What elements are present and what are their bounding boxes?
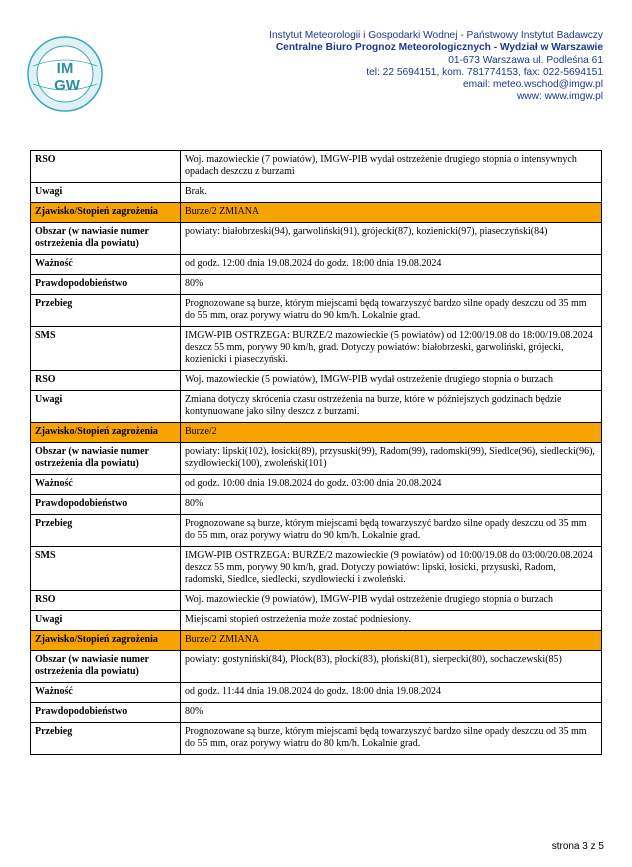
row-value: Burze/2 xyxy=(181,423,602,443)
row-value: Prognozowane są burze, którym miejscami będą towarzyszyć bardzo silne opady deszczu od 35 mm do 55 mm, oraz porywy wiatru do 90 km/h. Lokalnie grad. xyxy=(181,515,602,547)
row-value: Woj. mazowieckie (7 powiatów), IMGW-PIB wydał ostrzeżenie drugiego stopnia o intensywnych opadach deszczu z burzami xyxy=(181,151,602,183)
table-row xyxy=(31,255,602,275)
row-value: 80% xyxy=(181,495,602,515)
row-value: Miejscami stopień ostrzeżenia może zostać podniesiony. xyxy=(181,611,602,631)
row-label: Przebieg xyxy=(31,723,181,755)
row-label: Zjawisko/Stopień zagrożenia xyxy=(31,423,181,443)
table-row xyxy=(31,295,602,327)
table-row xyxy=(31,703,602,723)
row-value: od godz. 11:44 dnia 19.08.2024 do godz. 18:00 dnia 19.08.2024 xyxy=(181,683,602,703)
row-label: RSO xyxy=(31,371,181,391)
header-website: www: www.imgw.pl xyxy=(516,91,603,103)
row-label: Ważność xyxy=(31,475,181,495)
institute-header xyxy=(269,30,603,104)
row-value: powiaty: białobrzeski(94), garwoliński(91), grójecki(87), kozienicki(97), piaseczyński(84) xyxy=(181,223,602,255)
row-value: Prognozowane są burze, którym miejscami będą towarzyszyć bardzo silne opady deszczu od 35 mm do 55 mm, oraz porywy wiatru do 80 km/h. Lokalnie grad. xyxy=(181,723,602,755)
row-value: Zmiana dotyczy skrócenia czasu ostrzeżenia na burze, które w późniejszych godzinach będzie kontynuowane jako silny deszcz z burzami. xyxy=(181,391,602,423)
header-institute-name: Instytut Meteorologii i Gospodarki Wodnej - Państwowy Instytut Badawczy xyxy=(269,30,603,41)
table-row xyxy=(31,495,602,515)
table-row xyxy=(31,391,602,423)
table-row xyxy=(31,151,602,183)
table-row xyxy=(31,203,602,223)
row-label: Ważność xyxy=(31,255,181,275)
logo-text-bottom: GW xyxy=(54,77,80,94)
page-number: strona 3 z 5 xyxy=(551,841,604,852)
row-label: Uwagi xyxy=(31,183,181,203)
imgw-logo xyxy=(27,36,103,112)
row-value: od godz. 10:00 dnia 19.08.2024 do godz. 03:00 dnia 20.08.2024 xyxy=(181,475,602,495)
row-label: Zjawisko/Stopień zagrożenia xyxy=(31,631,181,651)
table-row xyxy=(31,651,602,683)
row-value: 80% xyxy=(181,275,602,295)
row-label: Prawdopodobieństwo xyxy=(31,275,181,295)
table-row xyxy=(31,423,602,443)
row-label: Uwagi xyxy=(31,611,181,631)
row-label: RSO xyxy=(31,591,181,611)
row-value: Woj. mazowieckie (9 powiatów), IMGW-PIB wydał ostrzeżenie drugiego stopnia o burzach xyxy=(181,591,602,611)
table-row xyxy=(31,547,602,591)
row-value: IMGW-PIB OSTRZEGA: BURZE/2 mazowieckie (5 powiatów) od 12:00/19.08 do 18:00/19.08.2024 deszcz 55 mm, porywy 90 km/h, grad. Dotyczy powiatów: białobrzeski, garwoliński, grójecki, kozienicki i piaseczyński. xyxy=(181,327,602,371)
row-value: Brak. xyxy=(181,183,602,203)
table-row xyxy=(31,443,602,475)
row-value: powiaty: lipski(102), łosicki(89), przysuski(99), Radom(99), radomski(99), Siedlce(96), siedlecki(96), szydłowiecki(100), zwoleński(101) xyxy=(181,443,602,475)
row-label: Prawdopodobieństwo xyxy=(31,495,181,515)
table-row xyxy=(31,275,602,295)
row-label: SMS xyxy=(31,327,181,371)
row-value: 80% xyxy=(181,703,602,723)
table-row xyxy=(31,611,602,631)
row-label: SMS xyxy=(31,547,181,591)
logo-text-top: IM xyxy=(56,60,74,77)
table-row xyxy=(31,591,602,611)
table-row xyxy=(31,475,602,495)
row-label: Przebieg xyxy=(31,515,181,547)
row-value: Prognozowane są burze, którym miejscami będą towarzyszyć bardzo silne opady deszczu od 35 mm do 55 mm, oraz porywy wiatru do 90 km/h. Lokalnie grad. xyxy=(181,295,602,327)
header-address: 01-673 Warszawa ul. Podleśna 61 xyxy=(448,54,603,66)
table-row xyxy=(31,223,602,255)
row-value: Burze/2 ZMIANA xyxy=(181,203,602,223)
header-phone: tel: 22 5694151, kom. 781774153, fax: 022-5694151 xyxy=(366,66,603,78)
row-value: IMGW-PIB OSTRZEGA: BURZE/2 mazowieckie (9 powiatów) od 10:00/19.08 do 03:00/20.08.2024 deszcz 55 mm, porywy 90 km/h, grad. Dotyczy powiatów: lipski, łosicki, przysuski, Radom, radomski, Siedlce, siedlecki, szydłowiecki i zwoleński. xyxy=(181,547,602,591)
row-label: Ważność xyxy=(31,683,181,703)
table-row xyxy=(31,683,602,703)
table-row xyxy=(31,371,602,391)
row-label: Prawdopodobieństwo xyxy=(31,703,181,723)
row-label: Zjawisko/Stopień zagrożenia xyxy=(31,203,181,223)
row-value: Woj. mazowieckie (5 powiatów), IMGW-PIB wydał ostrzeżenie drugiego stopnia o burzach xyxy=(181,371,602,391)
row-label: Przebieg xyxy=(31,295,181,327)
row-value: od godz. 12:00 dnia 19.08.2024 do godz. 18:00 dnia 19.08.2024 xyxy=(181,255,602,275)
row-label: Obszar (w nawiasie numer ostrzeżenia dla powiatu) xyxy=(31,443,181,475)
row-label: Obszar (w nawiasie numer ostrzeżenia dla powiatu) xyxy=(31,651,181,683)
row-value: powiaty: gostyniński(84), Płock(83), płocki(83), płoński(81), sierpecki(80), sochaczewski(85) xyxy=(181,651,602,683)
row-label: Obszar (w nawiasie numer ostrzeżenia dla powiatu) xyxy=(31,223,181,255)
warnings-table xyxy=(30,150,602,755)
header-bureau-name: Centralne Biuro Prognoz Meteorologicznych - Wydział w Warszawie xyxy=(275,42,603,54)
row-value: Burze/2 ZMIANA xyxy=(181,631,602,651)
table-row xyxy=(31,183,602,203)
row-label: Uwagi xyxy=(31,391,181,423)
table-row xyxy=(31,723,602,755)
table-row xyxy=(31,327,602,371)
table-row xyxy=(31,631,602,651)
header-email: email: meteo.wschod@imgw.pl xyxy=(462,79,603,91)
table-row xyxy=(31,515,602,547)
row-label: RSO xyxy=(31,151,181,183)
